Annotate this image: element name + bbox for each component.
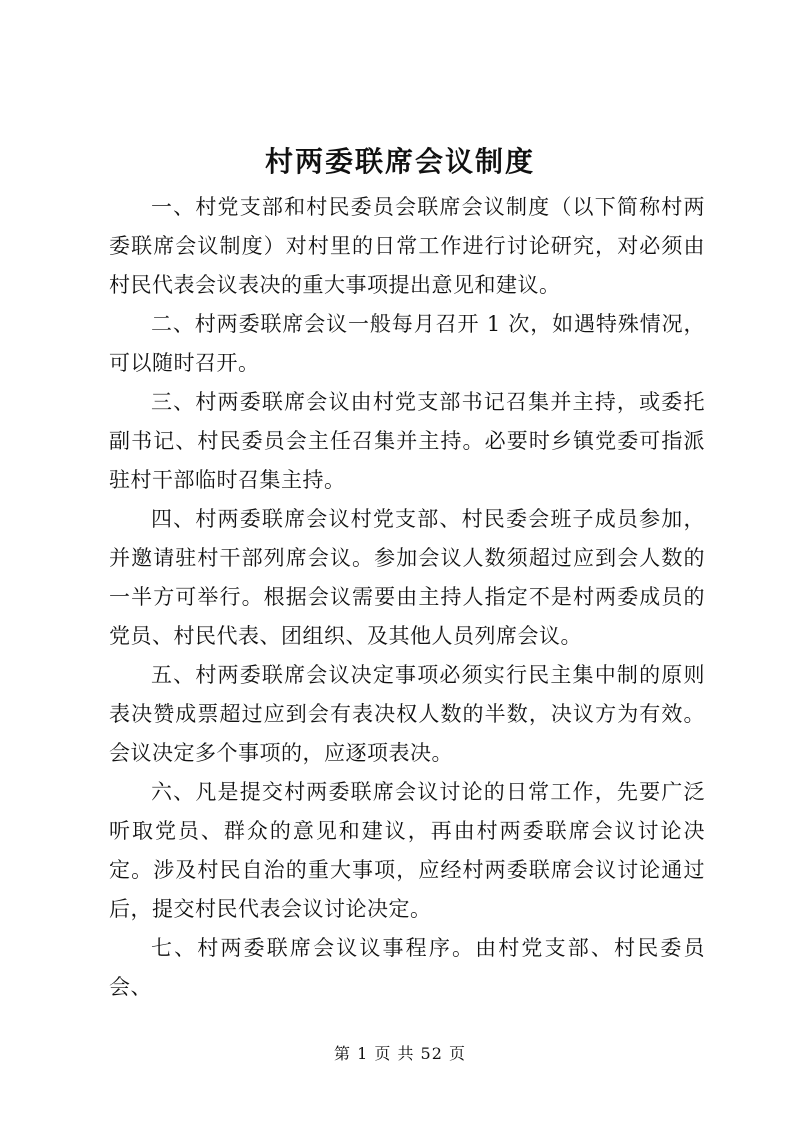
document-body: [109, 188, 705, 1007]
paragraph-7: 七、村两委联席会议议事程序。由村党支部、村民委员会、: [109, 936, 705, 999]
page-number-footer: 第 1 页 共 52 页: [334, 1044, 466, 1063]
paragraph-1: 一、村党支部和村民委员会联席会议制度（以下简称村两委联席会议制度）对村里的日常工作进行讨论研究，对必须由村民代表会议表决的重大事项提出意见和建议。: [109, 195, 705, 297]
paragraph-5: 五、村两委联席会议决定事项必须实行民主集中制的原则表决赞成票超过应到会有表决权人数的半数，决议方为有效。会议决定多个事项的，应逐项表决。: [109, 663, 705, 765]
paragraph-4: 四、村两委联席会议村党支部、村民委会班子成员参加，并邀请驻村干部列席会议。参加会议人数须超过应到会人数的一半方可举行。根据会议需要由主持人指定不是村两委成员的党员、村民代表、团组织、及其他人员列席会议。: [109, 507, 705, 648]
paragraph-2: 二、村两委联席会议一般每月召开 1 次，如遇特殊情况，可以随时召开。: [109, 312, 705, 375]
paragraph-3: 三、村两委联席会议由村党支部书记召集并主持，或委托副书记、村民委员会主任召集并主持。必要时乡镇党委可指派驻村干部临时召集主持。: [109, 390, 705, 492]
paragraph-6: 六、凡是提交村两委联席会议讨论的日常工作，先要广泛听取党员、群众的意见和建议，再由村两委联席会议讨论决定。涉及村民自治的重大事项，应经村两委联席会议讨论通过后，提交村民代表会议讨论决定。: [109, 780, 705, 921]
document-title: 村两委联席会议制度: [264, 145, 535, 178]
